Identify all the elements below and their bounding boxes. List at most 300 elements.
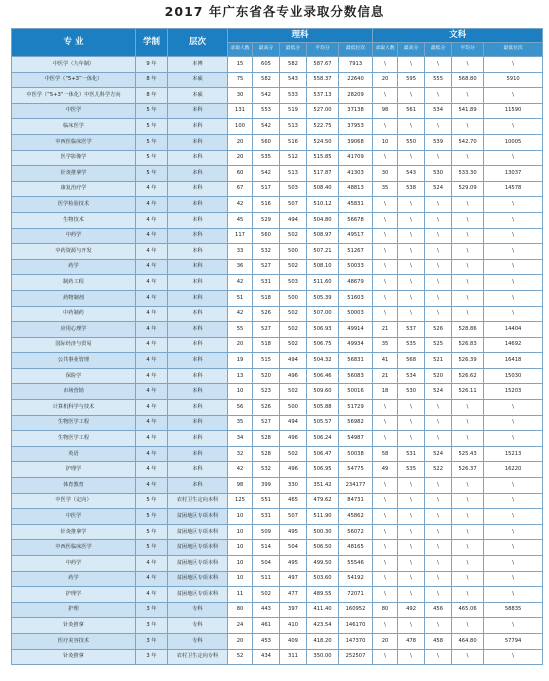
- cell-value: 58835: [484, 602, 543, 618]
- cell-value: 522.75: [307, 119, 339, 135]
- cell-value: 5910: [484, 72, 543, 88]
- cell-value: \: [373, 400, 398, 416]
- cell-value: \: [373, 197, 398, 213]
- cell-value: \: [452, 275, 484, 291]
- cell-value: \: [398, 212, 425, 228]
- cell-value: 52: [228, 649, 253, 665]
- cell-major: 护理学: [12, 587, 136, 603]
- cell-value: \: [373, 493, 398, 509]
- cell-value: \: [452, 197, 484, 213]
- cell-value: 523: [253, 384, 280, 400]
- cell-value: 58: [373, 446, 398, 462]
- cell-years: 4 年: [136, 571, 168, 587]
- cell-value: 51: [228, 290, 253, 306]
- cell-value: 525.43: [452, 446, 484, 462]
- cell-value: \: [373, 57, 398, 73]
- cell-years: 4 年: [136, 275, 168, 291]
- cell-value: 522: [425, 462, 452, 478]
- cell-value: 527: [253, 415, 280, 431]
- cell-years: 4 年: [136, 337, 168, 353]
- subheader-cell: 最低分: [425, 43, 452, 57]
- cell-value: 494: [280, 212, 307, 228]
- cell-value: 507: [280, 197, 307, 213]
- cell-value: 14578: [484, 181, 543, 197]
- cell-years: 4 年: [136, 353, 168, 369]
- cell-value: 409: [280, 633, 307, 649]
- cell-value: 542.70: [452, 134, 484, 150]
- cell-value: 49934: [339, 337, 373, 353]
- cell-level: 本科: [168, 478, 228, 494]
- cell-major: 临床医学: [12, 119, 136, 135]
- cell-value: 508.97: [307, 228, 339, 244]
- table-row: [12, 212, 543, 228]
- cell-value: 20: [228, 633, 253, 649]
- cell-value: \: [484, 306, 543, 322]
- cell-value: 504.80: [307, 212, 339, 228]
- cell-value: 351.42: [307, 478, 339, 494]
- cell-value: \: [373, 259, 398, 275]
- cell-years: 5 年: [136, 524, 168, 540]
- cell-value: \: [373, 556, 398, 572]
- cell-value: 15: [228, 57, 253, 73]
- cell-value: 48165: [339, 540, 373, 556]
- cell-years: 4 年: [136, 556, 168, 572]
- cell-value: \: [452, 244, 484, 260]
- cell-value: \: [373, 478, 398, 494]
- cell-major: 针灸推拿: [12, 649, 136, 665]
- cell-value: 54775: [339, 462, 373, 478]
- cell-value: \: [373, 150, 398, 166]
- cell-years: 5 年: [136, 493, 168, 509]
- page-title: 2017 年广东省各专业录取分数信息: [164, 4, 385, 19]
- cell-level: 专科: [168, 618, 228, 634]
- cell-level: 农村卫生定向专科: [168, 649, 228, 665]
- table-row: [12, 602, 543, 618]
- cell-years: 5 年: [136, 509, 168, 525]
- cell-value: 55: [228, 322, 253, 338]
- cell-value: \: [425, 618, 452, 634]
- cell-major: 生物技术: [12, 212, 136, 228]
- table-row: [12, 322, 543, 338]
- table-row: [12, 103, 543, 119]
- cell-value: 41: [373, 353, 398, 369]
- cell-value: 526.37: [452, 462, 484, 478]
- cell-value: 521: [425, 353, 452, 369]
- cell-major: 药学: [12, 571, 136, 587]
- cell-value: 80: [228, 602, 253, 618]
- cell-value: 42: [228, 306, 253, 322]
- cell-value: 20: [228, 337, 253, 353]
- cell-value: 502: [280, 446, 307, 462]
- cell-value: \: [398, 571, 425, 587]
- cell-value: 15203: [484, 384, 543, 400]
- cell-value: 532: [253, 462, 280, 478]
- cell-value: 14404: [484, 322, 543, 338]
- header-science: 理科: [228, 29, 373, 43]
- cell-value: 516: [280, 134, 307, 150]
- cell-value: 98: [228, 478, 253, 494]
- cell-value: \: [398, 259, 425, 275]
- table-row: [12, 400, 543, 416]
- cell-value: 509.60: [307, 384, 339, 400]
- cell-value: \: [373, 571, 398, 587]
- cell-value: 10: [373, 134, 398, 150]
- table-row: [12, 384, 543, 400]
- cell-value: \: [452, 540, 484, 556]
- cell-value: \: [425, 493, 452, 509]
- cell-value: 595: [398, 72, 425, 88]
- table-row: [12, 524, 543, 540]
- cell-value: \: [425, 244, 452, 260]
- cell-years: 5 年: [136, 540, 168, 556]
- cell-value: 558.37: [307, 72, 339, 88]
- cell-level: 本科: [168, 150, 228, 166]
- cell-value: \: [425, 524, 452, 540]
- cell-value: 542: [253, 119, 280, 135]
- cell-value: 42: [228, 197, 253, 213]
- cell-value: \: [484, 649, 543, 665]
- cell-major: 中医学（“5+3”一体化）: [12, 72, 136, 88]
- cell-value: 35: [373, 181, 398, 197]
- cell-value: 479.62: [307, 493, 339, 509]
- cell-value: 42: [228, 275, 253, 291]
- cell-level: 本科: [168, 368, 228, 384]
- cell-value: 18: [373, 384, 398, 400]
- table-row: [12, 150, 543, 166]
- cell-value: \: [484, 618, 543, 634]
- cell-value: 519: [280, 103, 307, 119]
- table-row: [12, 571, 543, 587]
- cell-years: 4 年: [136, 384, 168, 400]
- cell-value: 84731: [339, 493, 373, 509]
- cell-value: \: [452, 88, 484, 104]
- cell-value: 504.32: [307, 353, 339, 369]
- cell-value: 67: [228, 181, 253, 197]
- cell-level: 本博: [168, 57, 228, 73]
- cell-major: 护理学: [12, 462, 136, 478]
- cell-value: 500.30: [307, 524, 339, 540]
- cell-value: \: [425, 306, 452, 322]
- cell-value: 502: [280, 228, 307, 244]
- cell-value: 516: [253, 197, 280, 213]
- cell-major: 制药工程: [12, 275, 136, 291]
- cell-years: 4 年: [136, 306, 168, 322]
- cell-value: 75: [228, 72, 253, 88]
- cell-value: \: [398, 478, 425, 494]
- cell-level: 本科: [168, 462, 228, 478]
- cell-value: 526: [425, 322, 452, 338]
- cell-major: 中西医临床医学: [12, 540, 136, 556]
- cell-value: 461: [253, 618, 280, 634]
- cell-value: 502: [280, 322, 307, 338]
- cell-major: 药物制剂: [12, 290, 136, 306]
- cell-value: 49914: [339, 322, 373, 338]
- cell-value: 527: [253, 322, 280, 338]
- cell-major: 体育教育: [12, 478, 136, 494]
- table-row: [12, 197, 543, 213]
- cell-value: 20: [373, 72, 398, 88]
- cell-value: 502: [280, 384, 307, 400]
- admission-score-table: [11, 28, 543, 665]
- cell-value: \: [452, 150, 484, 166]
- header-years: 学制: [136, 29, 168, 57]
- cell-level: 专科: [168, 602, 228, 618]
- cell-value: 20: [373, 633, 398, 649]
- cell-value: \: [452, 556, 484, 572]
- cell-value: \: [398, 524, 425, 540]
- subheader-cell: 最高分: [398, 43, 425, 57]
- cell-value: \: [425, 290, 452, 306]
- cell-value: 508.40: [307, 181, 339, 197]
- cell-value: 397: [280, 602, 307, 618]
- cell-value: 34: [228, 431, 253, 447]
- cell-value: 518: [253, 290, 280, 306]
- cell-major: 计算机科学与技术: [12, 400, 136, 416]
- cell-major: 中药制药: [12, 306, 136, 322]
- cell-value: \: [484, 228, 543, 244]
- cell-value: 513: [280, 166, 307, 182]
- cell-value: \: [373, 524, 398, 540]
- cell-value: \: [484, 290, 543, 306]
- cell-value: \: [398, 587, 425, 603]
- cell-value: 534: [425, 103, 452, 119]
- cell-value: 19: [228, 353, 253, 369]
- cell-value: 504: [280, 540, 307, 556]
- cell-value: \: [425, 259, 452, 275]
- cell-value: 561: [398, 103, 425, 119]
- subheader-cell: 平均分: [452, 43, 484, 57]
- cell-value: 531: [253, 275, 280, 291]
- cell-value: 80: [373, 602, 398, 618]
- cell-level: 本科: [168, 431, 228, 447]
- cell-value: 311: [280, 649, 307, 665]
- cell-level: 贫困地区专项本科: [168, 587, 228, 603]
- cell-value: 443: [253, 602, 280, 618]
- cell-value: 56: [228, 400, 253, 416]
- cell-value: \: [452, 415, 484, 431]
- subheader-cell: 录取人数: [373, 43, 398, 57]
- header-major: 专 业: [12, 29, 136, 57]
- cell-years: 5 年: [136, 150, 168, 166]
- cell-value: \: [452, 119, 484, 135]
- cell-value: 458: [425, 633, 452, 649]
- cell-value: 28209: [339, 88, 373, 104]
- cell-value: 434: [253, 649, 280, 665]
- cell-level: 贫困地区专项本科: [168, 556, 228, 572]
- cell-value: \: [484, 478, 543, 494]
- cell-value: 502: [253, 587, 280, 603]
- cell-level: 本科: [168, 400, 228, 416]
- cell-level: 本科: [168, 244, 228, 260]
- cell-value: 530: [398, 384, 425, 400]
- cell-value: 37138: [339, 103, 373, 119]
- cell-years: 4 年: [136, 290, 168, 306]
- table-row: [12, 119, 543, 135]
- cell-value: 49517: [339, 228, 373, 244]
- cell-value: 508.10: [307, 259, 339, 275]
- cell-value: \: [425, 587, 452, 603]
- cell-value: 504: [253, 556, 280, 572]
- cell-value: 117: [228, 228, 253, 244]
- table-row: [12, 446, 543, 462]
- cell-value: 500: [280, 290, 307, 306]
- cell-value: 465: [280, 493, 307, 509]
- cell-value: 500: [280, 400, 307, 416]
- cell-level: 本科: [168, 290, 228, 306]
- cell-value: 10: [228, 540, 253, 556]
- cell-value: \: [452, 306, 484, 322]
- cell-value: \: [425, 540, 452, 556]
- cell-years: 4 年: [136, 462, 168, 478]
- subheader-cell: 平均分: [307, 43, 339, 57]
- cell-value: 33: [228, 244, 253, 260]
- cell-value: \: [373, 275, 398, 291]
- cell-value: \: [452, 431, 484, 447]
- cell-value: \: [373, 540, 398, 556]
- cell-level: 本科: [168, 228, 228, 244]
- cell-value: 527: [253, 259, 280, 275]
- cell-value: \: [373, 290, 398, 306]
- cell-value: 56678: [339, 212, 373, 228]
- cell-value: 350.00: [307, 649, 339, 665]
- cell-level: 本科: [168, 119, 228, 135]
- cell-value: \: [452, 212, 484, 228]
- cell-value: 529: [253, 212, 280, 228]
- cell-value: 541.89: [452, 103, 484, 119]
- cell-value: 550: [398, 134, 425, 150]
- cell-value: \: [425, 571, 452, 587]
- cell-value: \: [398, 618, 425, 634]
- cell-value: 524: [425, 446, 452, 462]
- cell-level: 本科: [168, 166, 228, 182]
- cell-major: 市场营销: [12, 384, 136, 400]
- cell-value: 7913: [339, 57, 373, 73]
- cell-value: \: [398, 556, 425, 572]
- table-row: [12, 290, 543, 306]
- cell-value: 506.95: [307, 462, 339, 478]
- cell-value: \: [398, 415, 425, 431]
- cell-value: \: [398, 119, 425, 135]
- cell-value: \: [484, 400, 543, 416]
- cell-value: 147370: [339, 633, 373, 649]
- cell-value: 534: [398, 368, 425, 384]
- cell-value: 560: [253, 228, 280, 244]
- table-row: [12, 649, 543, 665]
- cell-value: 14692: [484, 337, 543, 353]
- cell-value: 513: [280, 119, 307, 135]
- table-row: [12, 633, 543, 649]
- cell-level: 本科: [168, 384, 228, 400]
- header-level: 层次: [168, 29, 228, 57]
- cell-value: 537.13: [307, 88, 339, 104]
- cell-value: 503: [280, 181, 307, 197]
- cell-value: 20: [228, 134, 253, 150]
- cell-major: 生物医学工程: [12, 431, 136, 447]
- cell-value: 533.30: [452, 166, 484, 182]
- cell-value: 507.21: [307, 244, 339, 260]
- cell-value: 527.00: [307, 103, 339, 119]
- cell-major: 生物医学工程: [12, 415, 136, 431]
- cell-value: \: [398, 275, 425, 291]
- cell-value: 56831: [339, 353, 373, 369]
- cell-major: 保险学: [12, 368, 136, 384]
- cell-value: 51603: [339, 290, 373, 306]
- cell-value: 16220: [484, 462, 543, 478]
- cell-value: 478: [398, 633, 425, 649]
- cell-value: 502: [280, 337, 307, 353]
- cell-value: 568: [398, 353, 425, 369]
- cell-value: 515.85: [307, 150, 339, 166]
- cell-value: \: [484, 431, 543, 447]
- cell-value: 526.39: [452, 353, 484, 369]
- cell-major: 中药学: [12, 228, 136, 244]
- cell-value: 42: [228, 462, 253, 478]
- table-row: [12, 57, 543, 73]
- cell-value: 511.60: [307, 275, 339, 291]
- cell-value: 568.80: [452, 72, 484, 88]
- cell-value: 506.93: [307, 322, 339, 338]
- cell-value: \: [425, 57, 452, 73]
- cell-value: 10: [228, 509, 253, 525]
- cell-value: 495: [280, 524, 307, 540]
- cell-value: 48679: [339, 275, 373, 291]
- cell-value: \: [398, 400, 425, 416]
- subheader-cell: 最高分: [253, 43, 280, 57]
- cell-value: \: [398, 88, 425, 104]
- cell-value: \: [425, 119, 452, 135]
- cell-value: 21: [373, 322, 398, 338]
- cell-value: 506.47: [307, 446, 339, 462]
- cell-value: 16418: [484, 353, 543, 369]
- cell-value: 500: [280, 244, 307, 260]
- cell-value: \: [425, 509, 452, 525]
- cell-value: 54987: [339, 431, 373, 447]
- cell-value: 51267: [339, 244, 373, 260]
- cell-value: 506.24: [307, 431, 339, 447]
- cell-value: 506.75: [307, 337, 339, 353]
- cell-value: 492: [398, 602, 425, 618]
- cell-years: 3 年: [136, 649, 168, 665]
- cell-value: 605: [253, 57, 280, 73]
- cell-value: \: [425, 275, 452, 291]
- cell-value: 56072: [339, 524, 373, 540]
- cell-value: \: [484, 275, 543, 291]
- cell-value: \: [373, 509, 398, 525]
- cell-value: 497: [280, 571, 307, 587]
- cell-value: 418.20: [307, 633, 339, 649]
- cell-level: 专科: [168, 633, 228, 649]
- cell-value: 520: [425, 368, 452, 384]
- cell-value: 10: [228, 571, 253, 587]
- cell-value: 511.90: [307, 509, 339, 525]
- cell-major: 医学影像学: [12, 150, 136, 166]
- cell-value: \: [484, 524, 543, 540]
- cell-value: \: [484, 259, 543, 275]
- cell-value: 551: [253, 493, 280, 509]
- cell-value: 503: [280, 275, 307, 291]
- cell-years: 5 年: [136, 166, 168, 182]
- cell-value: 515: [253, 353, 280, 369]
- cell-value: \: [398, 228, 425, 244]
- cell-value: 13037: [484, 166, 543, 182]
- cell-value: 505.57: [307, 415, 339, 431]
- cell-value: 582: [280, 57, 307, 73]
- cell-value: 477: [280, 587, 307, 603]
- cell-value: 535: [398, 462, 425, 478]
- cell-level: 本科: [168, 446, 228, 462]
- cell-value: 330: [280, 478, 307, 494]
- cell-years: 4 年: [136, 244, 168, 260]
